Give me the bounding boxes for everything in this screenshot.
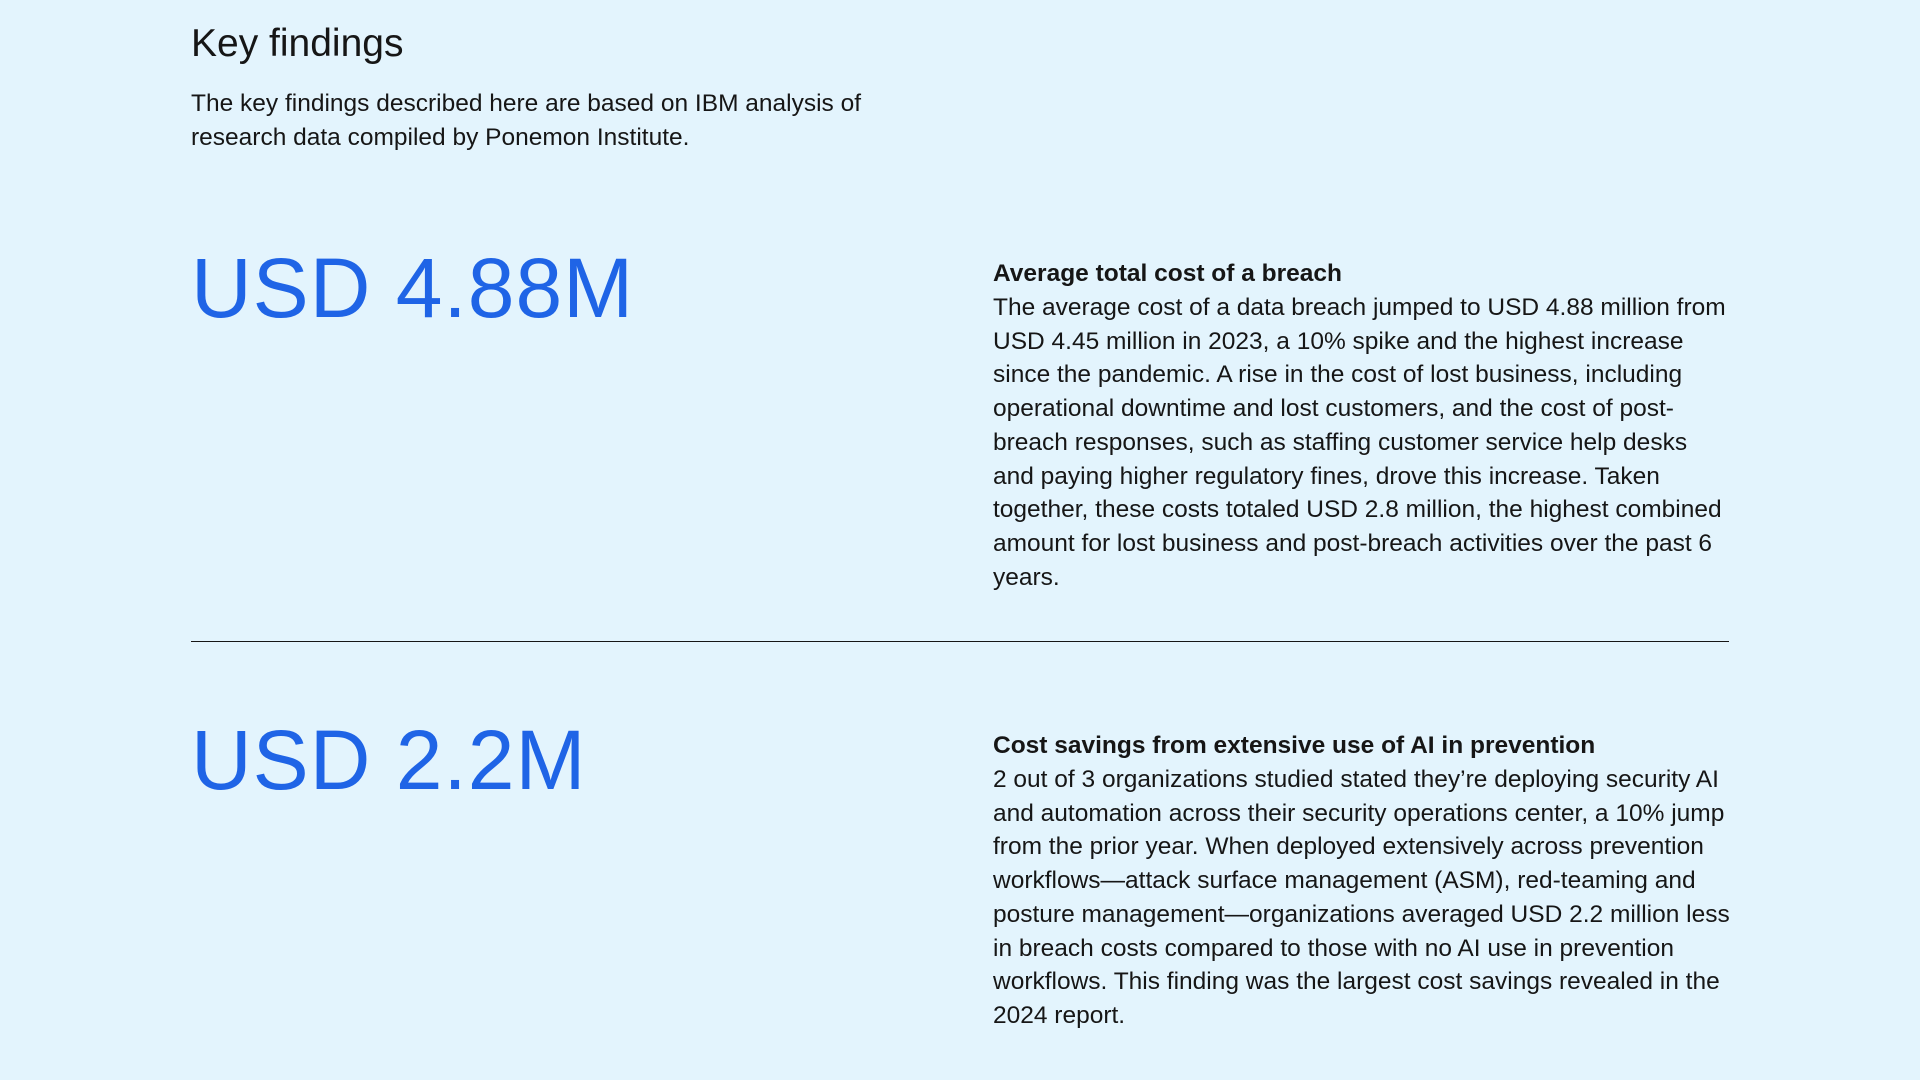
finding-heading: Average total cost of a breach bbox=[993, 260, 1343, 287]
intro-paragraph: The key findings described here are based on IBM analysis of research data compiled by Ponemon Institute. bbox=[191, 90, 862, 151]
key-findings-page bbox=[191, 0, 1729, 1080]
finding-copy bbox=[993, 729, 1733, 1033]
finding-heading: Cost savings from extensive use of AI in prevention bbox=[993, 732, 1596, 759]
stat-value: USD 2.2M bbox=[191, 713, 587, 807]
section-title: Key findings bbox=[191, 22, 404, 65]
finding-copy bbox=[993, 257, 1733, 594]
section-divider bbox=[191, 641, 1729, 642]
finding-body: The average cost of a data breach jumped to USD 4.88 million from USD 4.45 million in 2023, a 10% spike and the highest increase since the pandemic. A rise in the cost of lost business, including operational downtime and lost customers, and the cost of post-breach responses, such as staffing customer service help desks and paying higher regulatory fines, drove this increase. Taken together, these costs totaled USD 2.8 million, the highest combined amount for lost business and post-breach activities over the past 6 years. bbox=[993, 294, 1726, 591]
stat-value: USD 4.88M bbox=[191, 241, 635, 335]
finding-body: 2 out of 3 organizations studied stated they’re deploying security AI and automation across their security operations center, a 10% jump from the prior year. When deployed extensively across prevention workflows—attack surface management (ASM), red-teaming and posture management—organizations averaged USD 2.2 million less in breach costs compared to those with no AI use in prevention workflows. This finding was the largest cost savings revealed in the 2024 report. bbox=[993, 766, 1730, 1029]
